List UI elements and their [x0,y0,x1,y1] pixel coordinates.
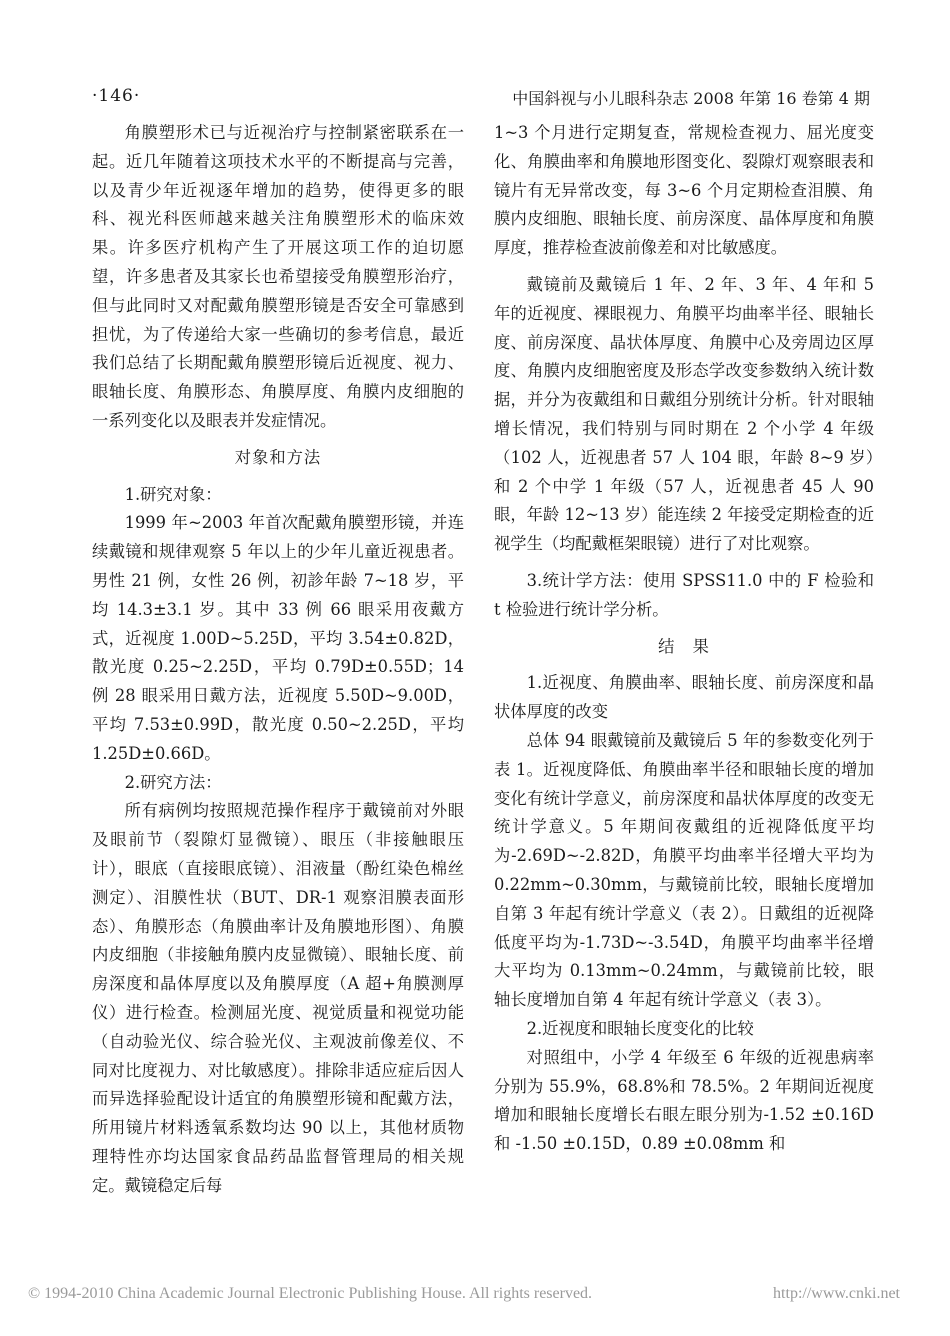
subjects-paragraph: 1999 年~2003 年首次配戴角膜塑形镜，并连续戴镜和规律观察 5 年以上的少年儿童近视患者。男性 21 例，女性 26 例，初診年龄 7~18 岁，平均 14.3±3.1 岁。其中 33 例 66 眼采用夜戴方式，近视度 1.00D~5.25D，平均 3.54±0.82D，散光度 0.25~2.25D，平均 0.79D±0.55D；14 例 28 眼采用日戴方法，近视度 5.50D~9.00D，平均 7.53±0.99D，散光度 0.50~2.25D，平均 1.25D±0.66D。 [92,513,464,763]
statistics-data-paragraph: 戴镜前及戴镜后 1 年、2 年、3 年、4 年和 5 年的近视度、裸眼视力、角膜平均曲率半径、眼轴长度、前房深度、晶状体厚度、角膜中心及旁周边区厚度、角膜内皮细胞密度及形态学改变参数纳入统计数据，并分为夜戴组和日戴组分别统计分析。针对眼轴增长情况，我们特别与同时期在 2 个小学 4 年级（102 人，近视患者 57 人 104 眼，年龄 8~9 岁）和 2 个中学 1 年级（57 人，近视患者 45 人 90 眼，年龄 12~13 岁）能连续 2 年接受定期检查的近视学生（均配戴框架眼镜）进行了对比观察。 [494,274,874,554]
methods-paragraph: 所有病例均按照规范操作程序于戴镜前对外眼及眼前节（裂隙灯显微镜）、眼压（非接触眼压计），眼底（直接眼底镜）、泪液量（酚红染色棉丝测定）、泪膜性状（BUT、DR-1 观察泪膜表面形态）、角膜形态（角膜曲率计及角膜地形图）、角膜内皮细胞（非接触角膜内皮显微镜）、眼轴长度、前房深度和晶体厚度以及角膜厚度（A 超+角膜测厚仪）进行检查。检测屈光度、视觉质量和视觉功能（自动验光仪、综合验光仪、主观波前像差仪、不同对比度视力、对比敏感度）。排除非适应症后因人而异选择验配设计适宜的角膜塑形镜和配戴方法，所用镜片材料透氧系数均达 90 以上，其他材质物理特性亦均达国家食品药品监督管理局的相关规定。戴镜稳定后每 [92,801,464,1195]
copyright-notice: © 1994-2010 China Academic Journal Electronic Publishing House. All rights reserved. [28,1285,593,1302]
results-subheading-1: 1.近视度、角膜曲率、眼轴长度、前房深度和晶状体厚度的改变 [494,673,874,722]
methods-continued-paragraph: 1~3 个月进行定期复查，常规检查视力、屈光度变化、角膜曲率和角膜地形图变化、裂隙灯观察眼表和镜片有无异常改变，每 3~6 个月定期检查泪膜、角膜内皮细胞、眼轴长度、前房深度、晶体厚度和角膜厚度，推荐检查波前像差和对比敏感度。 [494,123,874,258]
statistics-method-paragraph: 3.统计学方法：使用 SPSS11.0 中的 F 检验和 t 检验进行统计学分析。 [494,570,874,619]
page-header [0,86,950,116]
page-footer [28,1285,900,1309]
subheading-methods: 2.研究方法： [124,772,222,792]
section-heading-methods: 对象和方法 [234,447,322,467]
results-paragraph-2: 对照组中，小学 4 年级至 6 年级的近视患病率分别为 55.9%，68.8%和 78.5%。2 年期间近视度增加和眼轴长度增长右眼左眼分别为-1.52 ±0.16D 和 -1.50 ±0.15D，0.89 ±0.08mm 和 [494,1047,874,1154]
page-number: ·146· [92,86,141,106]
intro-paragraph: 角膜塑形术已与近视治疗与控制紧密联系在一起。近几年随着这项技术水平的不断提高与完善，以及青少年近视逐年增加的趋势，使得更多的眼科、视光科医师越来越关注角膜塑形术的临床效果。许多医疗机构产生了开展这项工作的迫切愿望，许多患者及其家长也希望接受角膜塑形治疗，但与此同时又对配戴角膜塑形镜是否安全可靠感到担忧，为了传递给大家一些确切的参考信息，最近我们总结了长期配戴角膜塑形镜后近视度、视力、眼轴长度、角膜形态、角膜厚度、角膜内皮细胞的一系列变化以及眼表并发症情况。 [92,123,464,430]
journal-title: 中国斜视与小儿眼科杂志 2008 年第 16 卷第 4 期 [512,89,870,108]
results-subheading-2: 2.近视度和眼轴长度变化的比较 [526,1018,754,1038]
left-column [92,119,464,1200]
subheading-subjects: 1.研究对象： [124,484,222,504]
results-paragraph-1: 总体 94 眼戴镜前及戴镜后 5 年的参数变化列于表 1。近视度降低、角膜曲率半径和眼轴长度的增加变化有统计学意义，前房深度和晶状体厚度的改变无统计学意义。5 年期间夜戴组的近视降低度平均为-2.69D~-2.82D，角膜平均曲率半径增大平均为 0.22mm~0.30mm，与戴镜前比较，眼轴长度增加自第 3 年起有统计学意义（表 2）。日戴组的近视降低度平均为-1.73D~-3.54D，角膜平均曲率半径增大平均为 0.13mm~0.24mm，与戴镜前比较，眼轴长度增加自第 4 年起有统计学意义（表 3）。 [494,730,874,1010]
footer-url: http://www.cnki.net [773,1285,900,1302]
section-heading-results: 结 果 [658,636,710,656]
right-column [494,119,874,1159]
